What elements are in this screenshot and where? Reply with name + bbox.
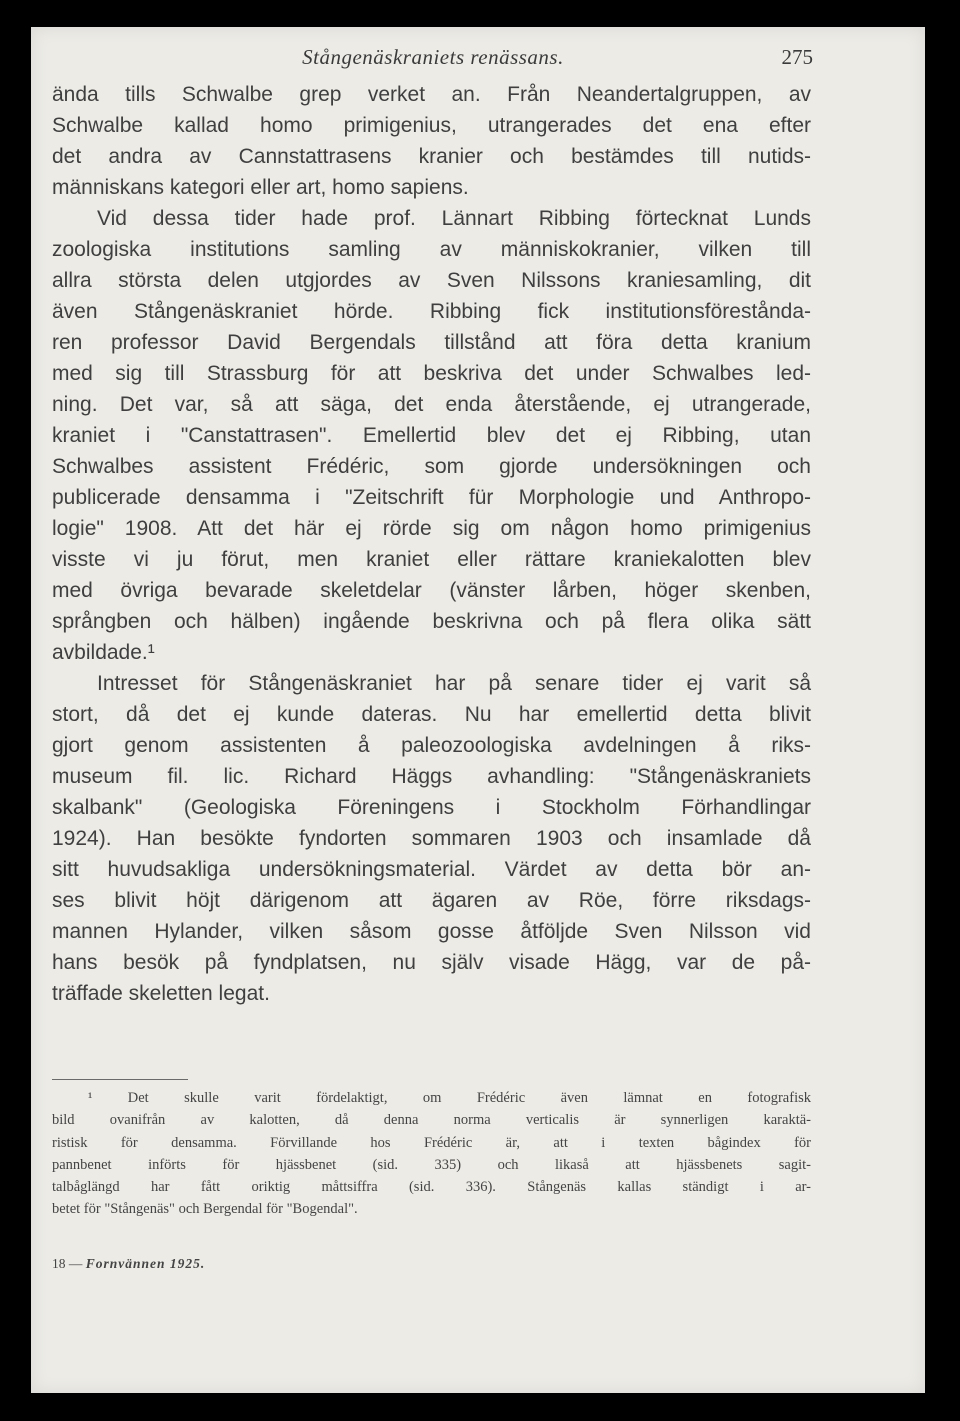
body-line: avbildade.¹ xyxy=(52,641,155,664)
page-header xyxy=(53,45,813,75)
body-line: även Stångenäskraniet hörde. Ribbing fick institutionsförestånda- xyxy=(52,300,811,323)
signature-journal: Fornvännen 1925. xyxy=(85,1256,206,1271)
body-line: ning. Det var, så att säga, det enda återstående, ej utrangerade, xyxy=(52,393,811,416)
footnote-line: betet för "Stångenäs" och Bergendal för "Bogendal". xyxy=(52,1201,358,1218)
body-line: Schwalbe kallad homo primigenius, utrangerades det ena efter xyxy=(52,114,811,137)
body-line: mannen Hylander, vilken såsom gosse åtföljde Sven Nilsson vid xyxy=(52,920,811,943)
body-text xyxy=(52,79,811,1009)
body-line: människans kategori eller art, homo sapiens. xyxy=(52,176,469,199)
body-line: språngben och hälben) ingående beskrivna och på flera olika sätt xyxy=(52,610,811,633)
body-line: 1924). Han besökte fyndorten sommaren 1903 och insamlade då xyxy=(52,827,811,850)
page-number: 275 xyxy=(781,45,813,69)
body-line: ses blivit höjt därigenom att ägaren av Röe, förre riksdags- xyxy=(52,889,811,912)
footnote-line: pannbenet införts för hjässbenet (sid. 335) och likaså att hjässbenets sagit- xyxy=(52,1156,811,1173)
body-line: stort, då det ej kunde dateras. Nu har emellertid detta blivit xyxy=(52,703,811,726)
body-line: gjort genom assistenten å paleozoologiska avdelningen å riks- xyxy=(52,734,811,757)
printer-signature xyxy=(52,1256,205,1272)
body-line: museum fil. lic. Richard Häggs avhandling: "Stångenäskraniets xyxy=(52,765,811,788)
body-line: skalbank" (Geologiska Föreningens i Stockholm Förhandlingar xyxy=(52,796,811,819)
body-line: hans besök på fyndplatsen, nu själv visade Hägg, var de på- xyxy=(52,951,811,974)
body-line: zoologiska institutions samling av människokranier, vilken till xyxy=(52,238,811,261)
footnote-line: ¹ Det skulle varit fördelaktigt, om Frédéric även lämnat en fotografisk xyxy=(88,1090,811,1106)
body-line: Intresset för Stångenäskraniet har på senare tider ej varit så xyxy=(97,672,811,695)
body-line: visste vi ju förut, men kraniet eller rättare kraniekalotten blev xyxy=(52,548,811,571)
footnote-line: ristisk för densamma. Förvillande hos Frédéric är, att i texten bågindex för xyxy=(52,1134,811,1151)
footnote-line: bild ovanifrån av kalotten, då denna norma verticalis är synnerligen karaktä- xyxy=(52,1112,811,1129)
body-line: Vid dessa tider hade prof. Lännart Ribbing förtecknat Lunds xyxy=(97,207,811,230)
body-line: träffade skeletten legat. xyxy=(52,982,270,1005)
body-line: publicerade densamma i "Zeitschrift für Morphologie und Anthropo- xyxy=(52,486,811,509)
footnote xyxy=(52,1087,811,1221)
body-line: logie" 1908. Att det här ej rörde sig om någon homo primigenius xyxy=(52,517,811,540)
body-line: med övriga bevarade skeletdelar (vänster lårben, höger skenben, xyxy=(52,579,811,602)
body-line: med sig till Strassburg för att beskriva det under Schwalbes led- xyxy=(52,362,811,385)
body-line: ända tills Schwalbe grep verket an. Från Neandertalgruppen, av xyxy=(52,83,811,106)
running-title: Stångenäskraniets renässans. xyxy=(302,45,564,69)
body-line: sitt huvudsakliga undersökningsmaterial. Värdet av detta bör an- xyxy=(52,858,811,881)
body-line: det andra av Cannstattrasens kranier och bestämdes till nutids- xyxy=(52,145,811,168)
body-line: allra största delen utgjordes av Sven Nilssons kraniesamling, dit xyxy=(52,269,811,292)
body-line: ren professor David Bergendals tillstånd att föra detta kranium xyxy=(52,331,811,354)
signature-number: 18 — xyxy=(52,1256,83,1271)
footnote-line: talbåglängd har fått oriktig måttsiffra (sid. 336). Stångenäs kallas ständigt i ar- xyxy=(52,1179,811,1196)
body-line: kraniet i "Canstattrasen". Emellertid blev det ej Ribbing, utan xyxy=(52,424,811,447)
body-line: Schwalbes assistent Frédéric, som gjorde undersökningen och xyxy=(52,455,811,478)
footnote-divider xyxy=(52,1079,188,1080)
